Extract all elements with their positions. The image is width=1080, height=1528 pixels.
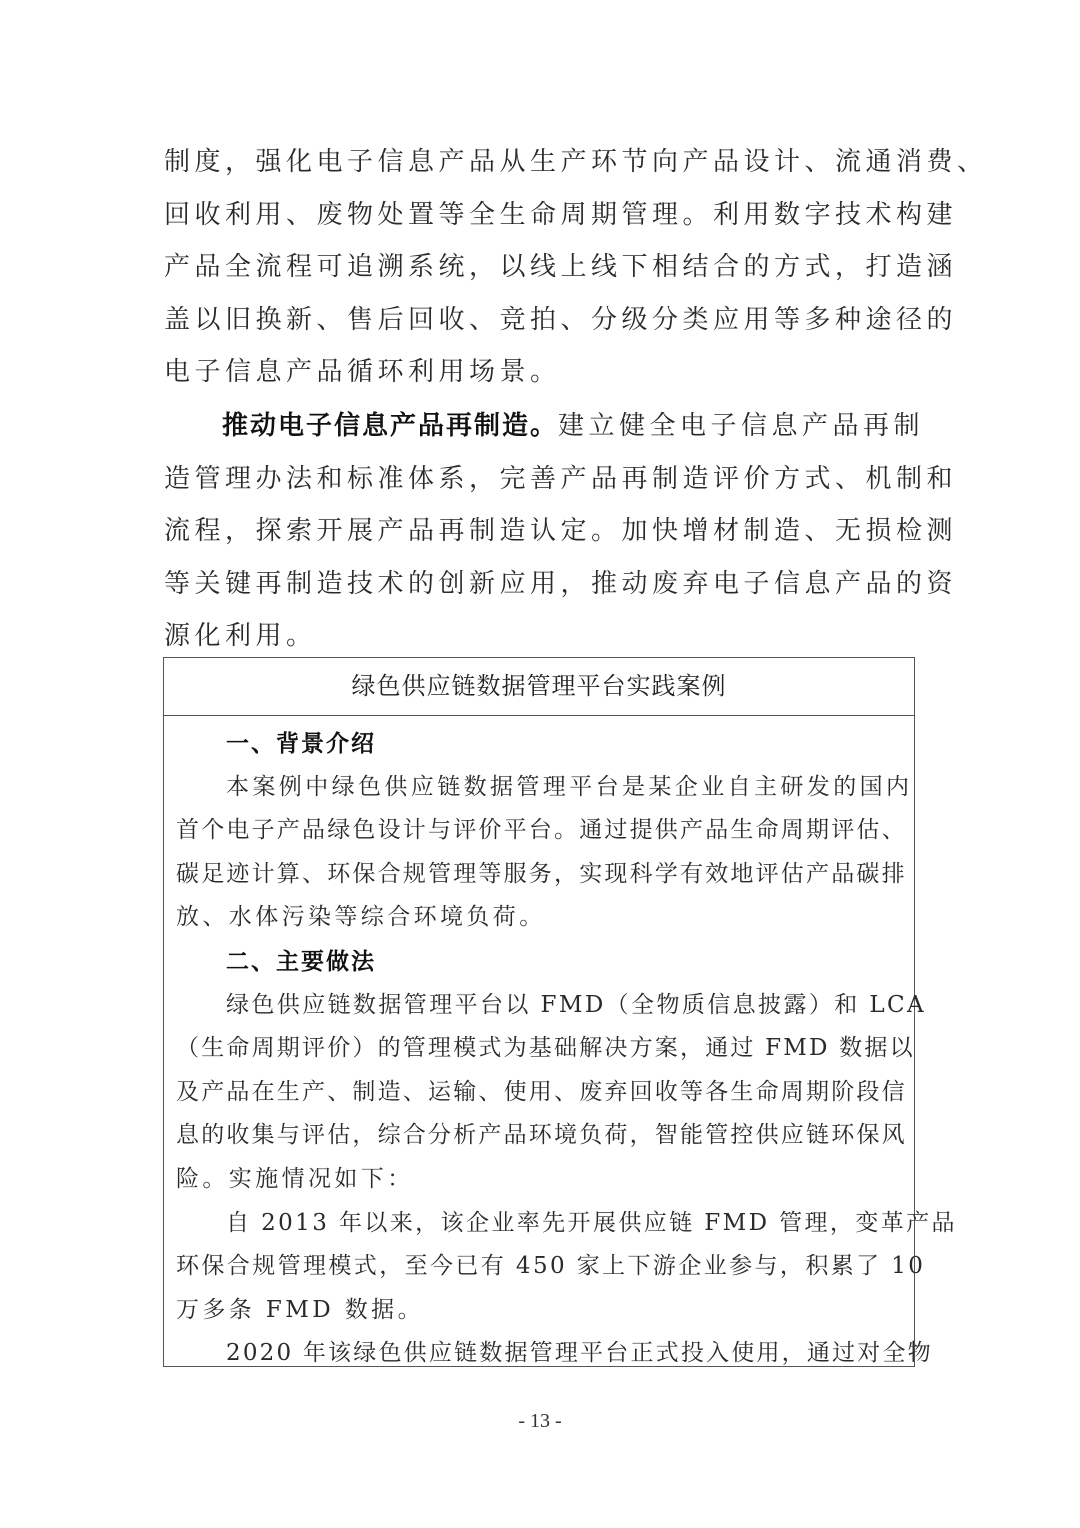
- text-line: 盖以旧换新、售后回收、竞拍、分级分类应用等多种途径的: [164, 304, 958, 335]
- text-line: （生命周期评价）的管理模式为基础解决方案，通过 FMD 数据以: [176, 1035, 915, 1062]
- text-line: 制度，强化电子信息产品从生产环节向产品设计、流通消费、: [164, 147, 988, 177]
- page-number: - 13 -: [518, 1410, 562, 1432]
- case-study-title: 绿色供应链数据管理平台实践案例: [164, 658, 914, 716]
- remanufacture-paragraph: [164, 400, 958, 663]
- section-heading: 一、背景介绍: [226, 730, 376, 757]
- text-span: 建立健全电子信息产品再制: [558, 411, 925, 441]
- text-line: 环保合规管理模式，至今已有 450 家上下游企业参与，积累了 10: [176, 1253, 926, 1280]
- text-line: 回收利用、废物处置等全生命周期管理。利用数字技术构建: [164, 199, 958, 230]
- text-line: 绿色供应链数据管理平台以 FMD（全物质信息披露）和 LCA: [226, 991, 927, 1018]
- text-line: 本案例中绿色供应链数据管理平台是某企业自主研发的国内: [226, 773, 913, 800]
- text-line: 万多条 FMD 数据。: [176, 1296, 424, 1323]
- text-line: 首个电子产品绿色设计与评价平台。通过提供产品生命周期评估、: [176, 817, 907, 844]
- paragraph-heading: 推动电子信息产品再制造。: [222, 411, 559, 441]
- text-line: 险。实施情况如下：: [176, 1165, 414, 1192]
- text-line: 放、水体污染等综合环境负荷。: [176, 904, 546, 931]
- text-line: 息的收集与评估，综合分析产品环境负荷，智能管控供应链环保风: [176, 1122, 907, 1149]
- section-heading: 二、主要做法: [226, 947, 376, 975]
- text-line: 电子信息产品循环利用场景。: [164, 357, 561, 387]
- text-line: 流程，探索开展产品再制造认定。加快增材制造、无损检测: [164, 516, 958, 546]
- intro-paragraph: [164, 136, 988, 399]
- case-study-body: [176, 722, 957, 1376]
- text-line: [164, 400, 925, 453]
- text-line: 产品全流程可追溯系统，以线上线下相结合的方式，打造涵: [164, 252, 958, 282]
- text-line: 源化利用。: [164, 621, 317, 651]
- text-line: 等关键再制造技术的创新应用，推动废弃电子信息产品的资: [164, 568, 958, 599]
- text-line: 2020 年该绿色供应链数据管理平台正式投入使用，通过对全物: [226, 1340, 933, 1367]
- text-line: 碳足迹计算、环保合规管理等服务，实现科学有效地评估产品碳排: [176, 860, 907, 887]
- text-line: 及产品在生产、制造、运输、使用、废弃回收等各生命周期阶段信: [176, 1078, 907, 1105]
- text-line: 自 2013 年以来，该企业率先开展供应链 FMD 管理，变革产品: [226, 1209, 957, 1236]
- text-line: 造管理办法和标准体系，完善产品再制造评价方式、机制和: [164, 463, 958, 494]
- case-study-box: [163, 657, 957, 1367]
